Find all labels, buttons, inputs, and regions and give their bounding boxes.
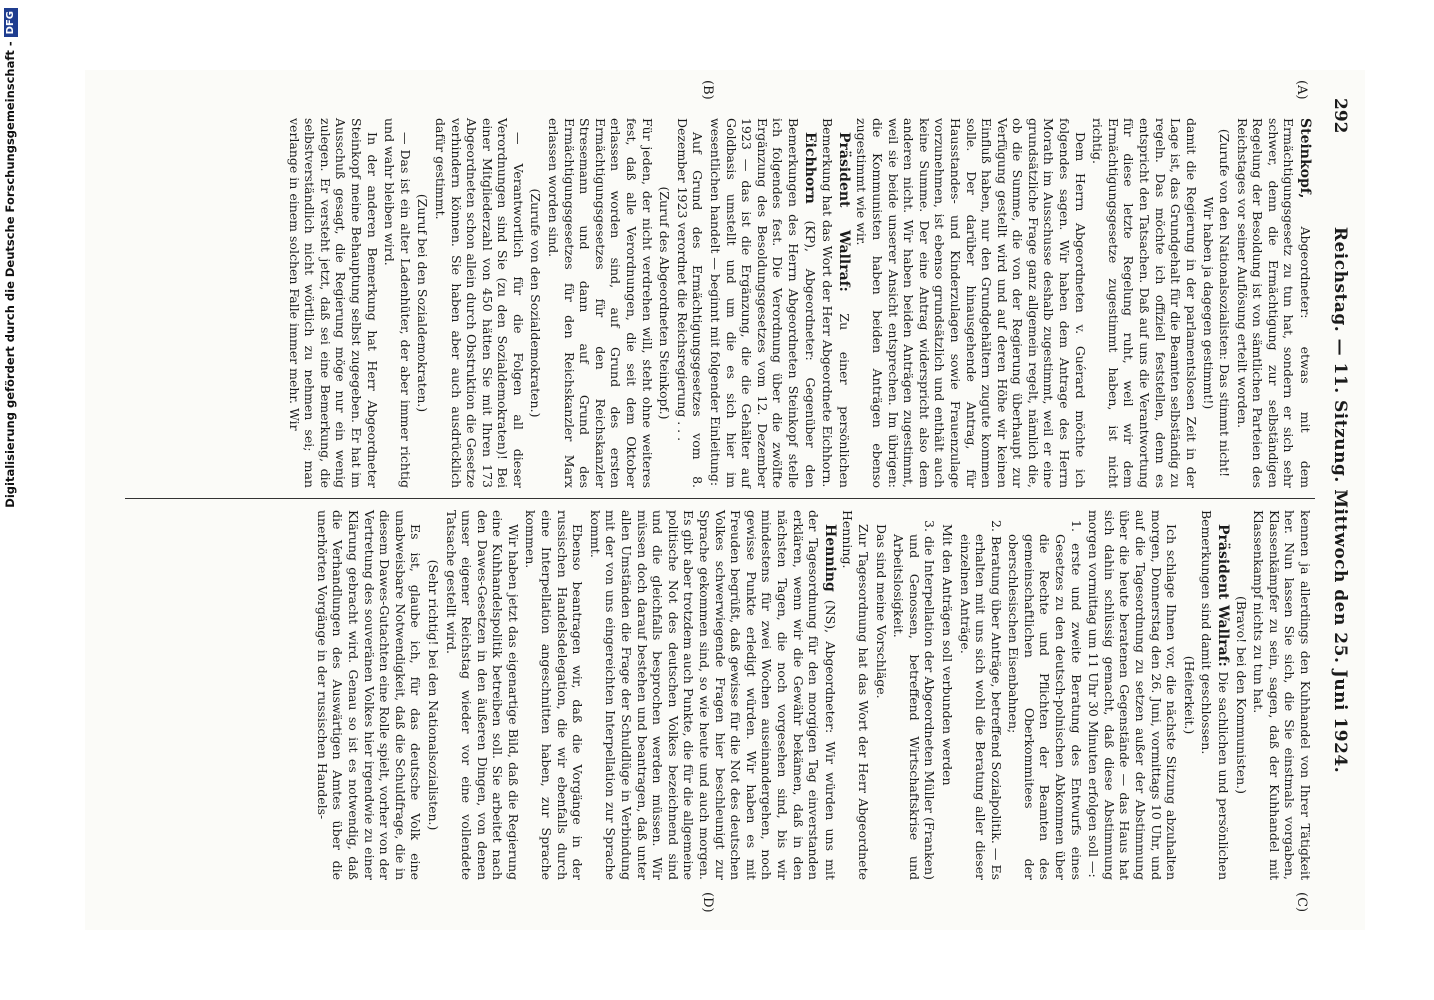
- left-column: [284, 118, 1313, 488]
- paragraph: [1234, 118, 1313, 488]
- paragraph: In der anderen Bemerkung hat Herr Abgeordneter Steinkopf meine Behauptung selbst zugegeben. Er hat im Ausschuß gesagt, die Regierung möge nur ein wenig zulegen. Er versteht jetzt, daß sei eine Bemerkung, die selbstverständlich nicht wörtlich zu nehmen sei; man verlange in einem solchen Falle immer mehr. Wir: [286, 118, 380, 488]
- digitization-credit: [0, 0, 20, 1000]
- interjection: (Zurufe von den Nationalsozialisten: Das stimmt nicht! Wir haben ja dagegen gestimmt!): [1201, 128, 1233, 478]
- paragraph: kennen ja allerdings den Kuhhandel von Ihrer Tätigkeit her. Nun lassen Sie sich, die Sie einstmals vorgaben, Klassenkämpfer zu sein, sagen, daß der Kuhhandel mit Klassenkampf nichts zu tun hat.: [1251, 510, 1313, 880]
- paragraph: Zur Tagesordnung hat das Wort der Herr Abgeordnete Henning.: [840, 510, 871, 880]
- column-divider: [125, 498, 1315, 499]
- agenda-item: 1. erste und zweite Beratung des Entwurfs eines Gesetzes zu den deutsch-polnischen Abkommen über die Rechte und Pflichten der Beamten des gemeinschaftlichen Oberkommitees der oberschlesischen Eisenbahnen;: [1006, 520, 1084, 880]
- speaker-name: Eichhorn: [801, 132, 818, 204]
- speaker-role: Abgeordneter:: [1298, 226, 1313, 319]
- paragraph: [1199, 510, 1231, 880]
- paragraph: [587, 510, 838, 880]
- margin-mark-d: (D): [700, 892, 715, 913]
- paragraph: Das sind meine Vorschläge.: [873, 524, 889, 699]
- paragraph-text: (KP), Abgeordneter: Gegenüber den Bemerkungen des Herrn Abgeordneten Steinkopf stelle ich folgendes fest. Die Verordnung über die zwölfte Ergänzung des Besoldungsgesetzes vom 12. Dezember 1923 — das ist die Ergänzung, die die Gehälter auf Goldbasis umstellt und um die es sich hier im wesentlichen handelt — beginnt mit folgender Einleitung:: [708, 118, 818, 488]
- paragraph-text: etwas mit dem Ermächtigungsgesetz zu tun hat, sondern er sich sehr schwer, denn die Ermächtigung zur selbständigen Regelung der Besoldung ist von sämtlichen Parteien des Reichstages vor seiner Auflösung erteilt worden.: [1234, 118, 1313, 488]
- paragraph: damit die Regierung in der parlamentslosen Zeit in der Lage ist, das Grundgehalt für die Beamten selbständig zu regeln. Das möchte ich offiziell feststellen, denn es entspricht den Tatsachen. Daß auf uns die Verantwortung für diese letzte Regelung ruht, weil wir dem Ermächtigungsgesetze zugestimmt haben, ist nicht richtig.: [1090, 118, 1199, 488]
- paragraph: Mit den Anträgen soll verbunden werden: [939, 524, 955, 786]
- quotation: Auf Grund des Ermächtigungsgesetzes vom 8. Dezember 1923 verordnet die Reichsregierung . . .: [674, 118, 706, 488]
- paragraph: [820, 118, 852, 488]
- paragraph: — Das ist ein alter Ladenhüter, der aber immer richtig und wahr bleiben wird.: [382, 118, 413, 488]
- scanned-page-area: [85, 70, 1365, 930]
- interjection: (Zuruf bei den Sozialdemokraten.): [415, 193, 431, 413]
- paragraph-text: (NS), Abgeordneter: Wir würden uns mit der Tagesordnung für den morgigen Tag einverstanden erklären, wenn wir die Gewähr bekämen, daß in den nächsten Tagen, die noch vorgesehen sind, bis wir mindestens für zwei Wochen auseinandergehen, noch gewisse Punkte erledigt würden. Wir haben es mit Freuden begrüßt, daß gewisse für die Not des deutschen Volkes schwerwiegende Fragen hier beschleunigt zur Sprache gekommen sind, so wie heute und auch morgen. Es gibt aber trotzdem auch Punkte, die für die allgemeine politische Not des deutschen Volkes bezeichnend sind und die gleichfalls besprochen werden müssen. Wir müssen doch darauf bestehen und beantragen, daß unter allen Umständen die Frage der Schuldlüge in Verbindung mit der von uns eingereichten Interpellation zur Sprache kommt.: [587, 510, 838, 880]
- paragraph: [707, 118, 817, 488]
- paragraph: Für jeden, der nicht verdrehen will, steht ohne weiteres fest, daß alle Verordnungen, die seit dem Oktober erlassen worden sind, auf Grund des ersten Ermächtigungsgesetzes für den Reichskanzler Stresemann und dann auf Grund des Ermächtigungsgesetzes für den Reichskanzler Marx erlassen worden sind.: [546, 118, 655, 488]
- paragraph: — Verantwortlich für die Folgen all dieser Verordnungen sind Sie (zu den Sozialdemokraten)! Bei einer Mitgliederzahl von 450 hätten Sie mit Ihren 173 Abgeordneten schon allein durch Obstruktion die Gesetze verhindern können. Sie haben aber auch ausdrücklich dafür gestimmt.: [432, 118, 526, 488]
- paragraph: Es ist, glaube ich, für das deutsche Volk eine unabweisbare Notwendigkeit, daß die Schuldfrage, die in diesem Dawes-Gutachten eine Rolle spielt, vorher von der Vertretung des souveränen Volkes hier irgendwie zu einer Klärung gebracht wird. Genau so ist es notwendig, daß die Verhandlungen des Auswärtigen Amtes über die unerhörten Vorgänge in der russischen Handels-: [314, 510, 424, 880]
- margin-mark-b: (B): [700, 80, 715, 100]
- margin-mark-a: (A): [1294, 80, 1309, 100]
- interjection: (Zurufe von den Sozialdemokraten.): [528, 188, 544, 418]
- interjection: (Heiterkeit.): [1181, 655, 1197, 735]
- agenda-item: 3. die Interpellation der Abgeordneten Müller (Franken) und Genossen, betreffend Wirtschaftskrise und Arbeitslosigkeit.: [891, 520, 938, 880]
- speaker-name: Henning: [821, 524, 838, 592]
- speaker-name: Präsident Wallraf:: [835, 132, 852, 292]
- speaker-name: Präsident Wallraf:: [1215, 524, 1232, 667]
- paragraph: Wir haben jetzt das eigenartige Bild, daß die Regierung eine Kuhhandelspolitik betreiben soll. Sie arbeitet nach den Dawes-Gesetzen in den äußeren Dingen, von denen unser eigener Reichstag wieder vor eine vollendete Tatsache gestellt wird.: [443, 510, 521, 880]
- dfg-logo: DFG: [4, 8, 18, 37]
- interjection: (Sehr richtig! bei den Nationalsozialisten.): [425, 559, 441, 831]
- credit-text: Digitalisierung gefördert durch die Deutsche Forschungsgemeinschaft -: [3, 41, 17, 508]
- interjection: (Bravo! bei den Kommunisten.): [1233, 596, 1249, 794]
- paragraph: Ich schlage Ihnen vor, die nächste Sitzung abzuhalten morgen, Donnerstag den 26. Juni, vormittags 10 Uhr, und auf die Tagesordnung zu setzen außer der Abstimmung über die heute beratenen Gegenstände — das Haus hat sich dahin schlüssig gemacht, daß diese Abstimmung morgen vormittag um 11 Uhr 30 Minuten erfolgen soll —:: [1086, 510, 1180, 880]
- speaker-name: Steinkopf,: [1297, 118, 1313, 199]
- paragraph-text: Zu einer persönlichen Bemerkung hat das Wort der Herr Abgeordnete Eichhorn.: [820, 118, 852, 488]
- right-column: [312, 510, 1313, 880]
- rotated-newspaper-page: [85, 70, 1365, 930]
- page-header: [1325, 98, 1350, 902]
- margin-mark-c: (C): [1294, 892, 1309, 913]
- paragraph: Dem Herrn Abgeordneten v. Guérard möchte ich folgendes sagen. Wir haben dem Antrage des Herrn Morath im Ausschusse deshalb zugestimmt, weil er eine grundsätzliche Frage ganz allgemein regelt, nämlich die, ob die Summe, die von der Regierung überhaupt zur Verfügung gestellt wird und auf deren Höhe wir keinen Einfluß haben, nur den Grundgehältern zugute kommen solle. Der darüber hinausgehende Antrag, für Hausstandes- und Kinderzulagen sowie Frauenzulage vorzunehmen, ist ebenso grundsätzlich und enthält auch keine Summe. Der eine Antrag widerspricht also dem anderen nicht. Wir haben beiden Anträgen zugestimmt, weil sie beide unserer Ansicht entsprechen. Im übrigen: die Kommunisten haben beiden Anträgen ebenso zugestimmt wie wir.: [854, 118, 1088, 488]
- paragraph: Ebenso beantragen wir, daß die Vorgänge in der russischen Handelsdelegation, die wir ebenfalls durch eine Interpellation angeschnitten haben, zur Sprache kommen.: [523, 510, 586, 880]
- interjection: (Zuruf des Abgeordneten Steinkopf.): [657, 186, 673, 420]
- page-title: Reichstag. — 11. Sitzung. Mittwoch den 25. Juni 1924.: [1330, 226, 1350, 774]
- agenda-item: 2. Beratung über Anträge, betreffend Sozialpolitik. — Es erhalten mit uns sich wohl die Beratung aller dieser einzelnen Anträge.: [957, 520, 1004, 880]
- paragraph-text: Die sachlichen und persönlichen Bemerkungen sind damit geschlossen.: [1199, 510, 1232, 880]
- page-number: 292: [1330, 98, 1350, 134]
